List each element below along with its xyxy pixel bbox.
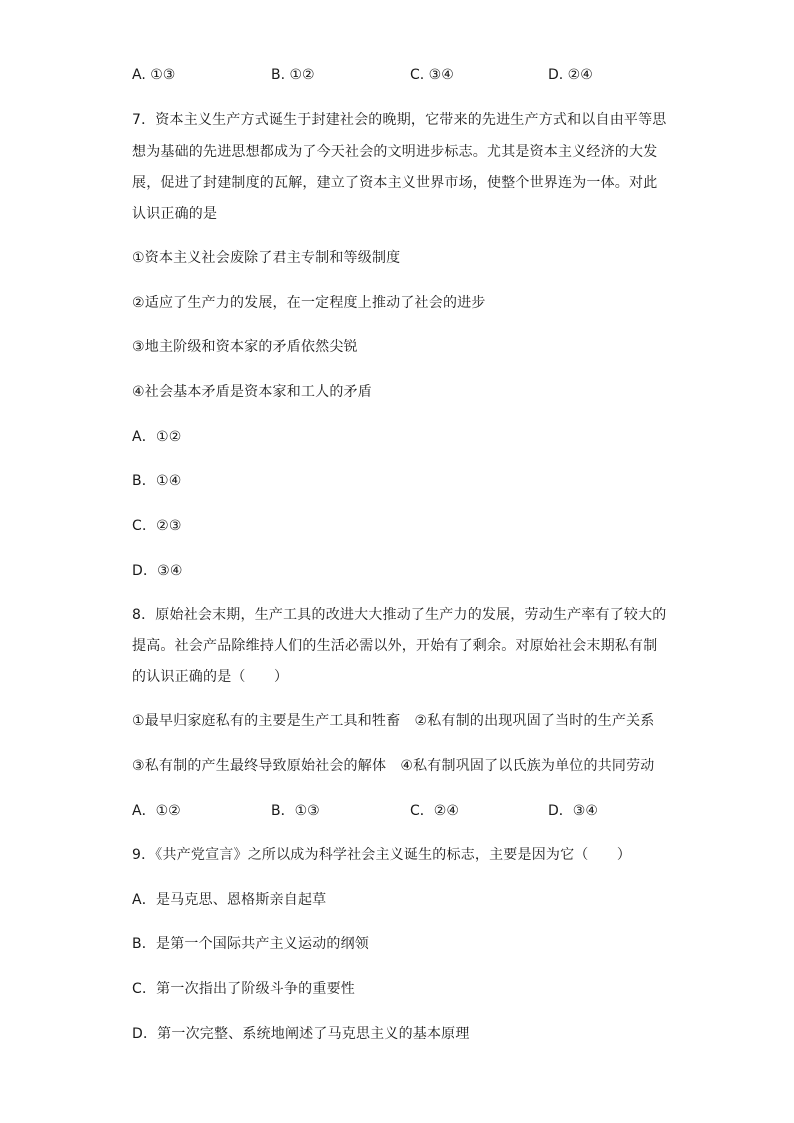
q6-option-d: D. ②④	[548, 67, 593, 83]
q8-statement-line-1: ①最早归家庭私有的主要是生产工具和牲畜 ②私有制的出现巩固了当时的生产关系	[132, 713, 655, 729]
q8-option-d: D．③④	[548, 803, 598, 819]
q7-statement-1: ①资本主义社会废除了君主专制和等级制度	[132, 250, 401, 266]
q7-statement-2: ②适应了生产力的发展，在一定程度上推动了社会的进步	[132, 295, 486, 311]
q9-option-d: D．第一次完整、系统地阐述了马克思主义的基本原理	[132, 1026, 470, 1042]
q7-stem-line-1: 7．资本主义生产方式诞生于封建社会的晚期，它带来的先进生产方式和以自由平等思	[132, 112, 667, 128]
q6-option-b: B. ①②	[271, 67, 315, 83]
q9-option-b: B．是第一个国际共产主义运动的纲领	[132, 936, 370, 952]
q7-stem-line-4: 认识正确的是	[132, 206, 218, 222]
q7-option-c: C．②③	[132, 518, 182, 534]
q8-option-b: B．①③	[271, 803, 320, 819]
q7-option-b: B．①④	[132, 473, 182, 489]
q8-statement-line-2: ③私有制的产生最终导致原始社会的解体 ④私有制巩固了以氏族为单位的共同劳动	[132, 758, 655, 774]
q9-option-c: C．第一次指出了阶级斗争的重要性	[132, 981, 355, 997]
q9-stem: 9．《共产党宣言》之所以成为科学社会主义诞生的标志，主要是因为它（ ）	[132, 847, 632, 863]
q7-statement-4: ④社会基本矛盾是资本家和工人的矛盾	[132, 384, 372, 400]
q6-option-a: A. ①③	[132, 67, 176, 83]
q7-stem-line-3: 展，促进了封建制度的瓦解，建立了资本主义世界市场，使整个世界连为一体。对此	[132, 175, 658, 191]
q8-option-a: A．①②	[132, 803, 181, 819]
q8-option-c: C．②④	[410, 803, 459, 819]
q7-stem-line-2: 想为基础的先进思想都成为了今天社会的文明进步标志。尤其是资本主义经济的大发	[132, 144, 658, 160]
q8-stem-line-2: 提高。社会产品除维持人们的生活必需以外，开始有了剩余。对原始社会末期私有制	[132, 638, 658, 654]
q7-statement-3: ③地主阶级和资本家的矛盾依然尖锐	[132, 339, 358, 355]
q7-option-a: A．①②	[132, 429, 182, 445]
q8-stem-line-1: 8．原始社会末期，生产工具的改进大大推动了生产力的发展，劳动生产率有了较大的	[132, 607, 667, 623]
q7-option-d: D．③④	[132, 563, 183, 579]
q9-option-a: A．是马克思、恩格斯亲自起草	[132, 892, 327, 908]
q8-stem-line-3: 的认识正确的是（ ）	[132, 669, 289, 685]
q6-option-c: C. ③④	[410, 67, 454, 83]
